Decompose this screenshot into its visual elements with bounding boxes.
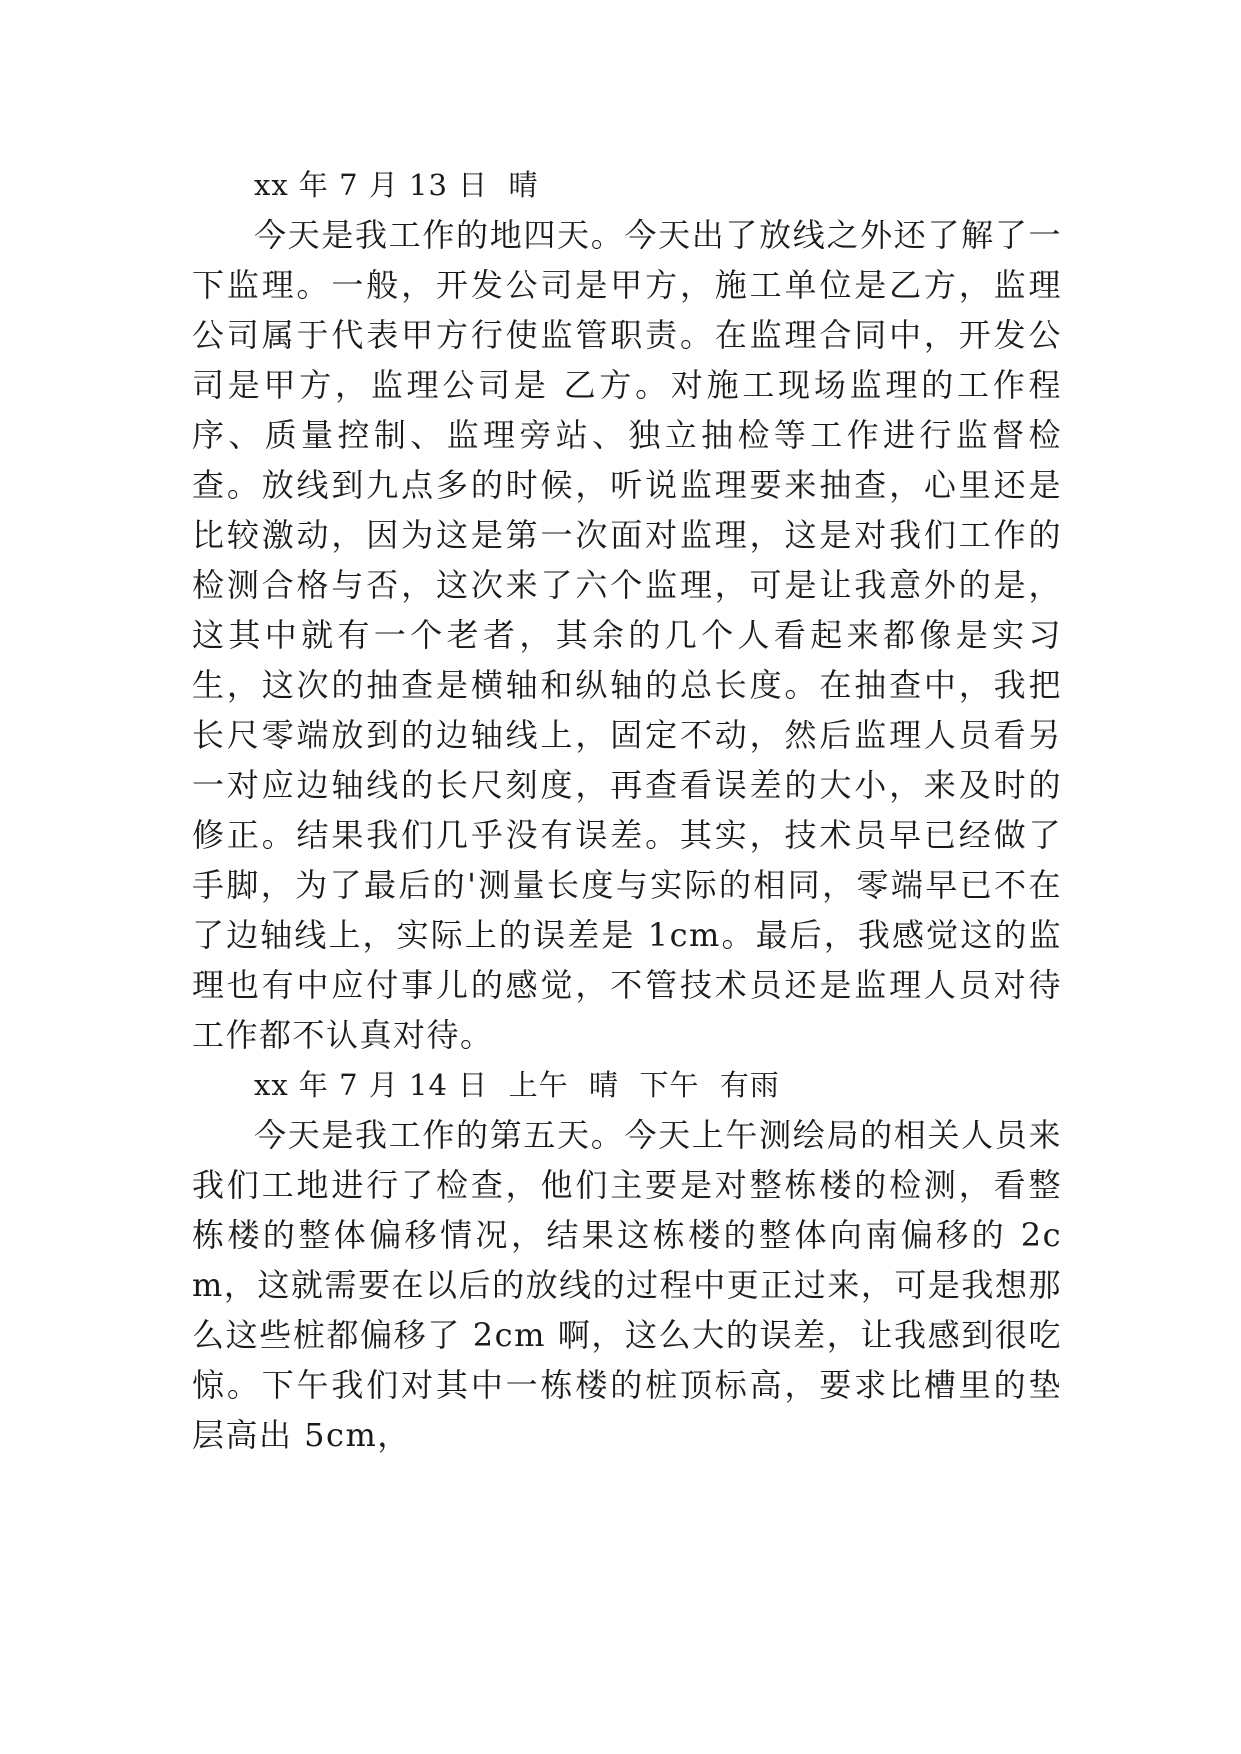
entry-date-jul-14: xx 年 7 月 14 日 上午 晴 下午 有雨 (254, 1068, 780, 1102)
entry-date-jul-13: xx 年 7 月 13 日 晴 (254, 168, 539, 202)
entry-body-jul-13: 今天是我工作的地四天。今天出了放线之外还了解了一下监理。一般，开发公司是甲方，施工单位是乙方，监理公司属于代表甲方行使监管职责。在监理合同中，开发公司是甲方，监理公司是 乙方。对施工现场监理的工作程序、质量控制、监理旁站、独立抽检等工作进行监督检查。放线到九点多的时候，听说监理要来抽查，心里还是比较激动，因为这是第一次面对监理，这是对我们工作的检测合格与否，这次来了六个监理，可是让我意外的是，这其中就有一个老者，其余的几个人看起来都像是实习生，这次的抽查是横轴和纵轴的总长度。在抽查中，我把长尺零端放到的边轴线上，固定不动，然后监理人员看另一对应边轴线的长尺刻度，再查看误差的大小，来及时的修正。结果我们几乎没有误差。其实，技术员早已经做了手脚，为了最后的'测量长度与实际的相同，零端早已不在了边轴线上，实际上的误差是 1cm。最后，我感觉这的监理也有中应付事儿的感觉，不管技术员还是监理人员对待工作都不认真对待。 (192, 216, 1062, 1054)
diary-content (192, 160, 1062, 1460)
entry-body-jul-14: 今天是我工作的第五天。今天上午测绘局的相关人员来我们工地进行了检查，他们主要是对整栋楼的检测，看整栋楼的整体偏移情况，结果这栋楼的整体向南偏移的 2cm，这就需要在以后的放线的过程中更正过来，可是我想那么这些桩都偏移了 2cm 啊，这么大的误差，让我感到很吃惊。下午我们对其中一栋楼的桩顶标高，要求比槽里的垫层高出 5cm， (192, 1116, 1062, 1454)
